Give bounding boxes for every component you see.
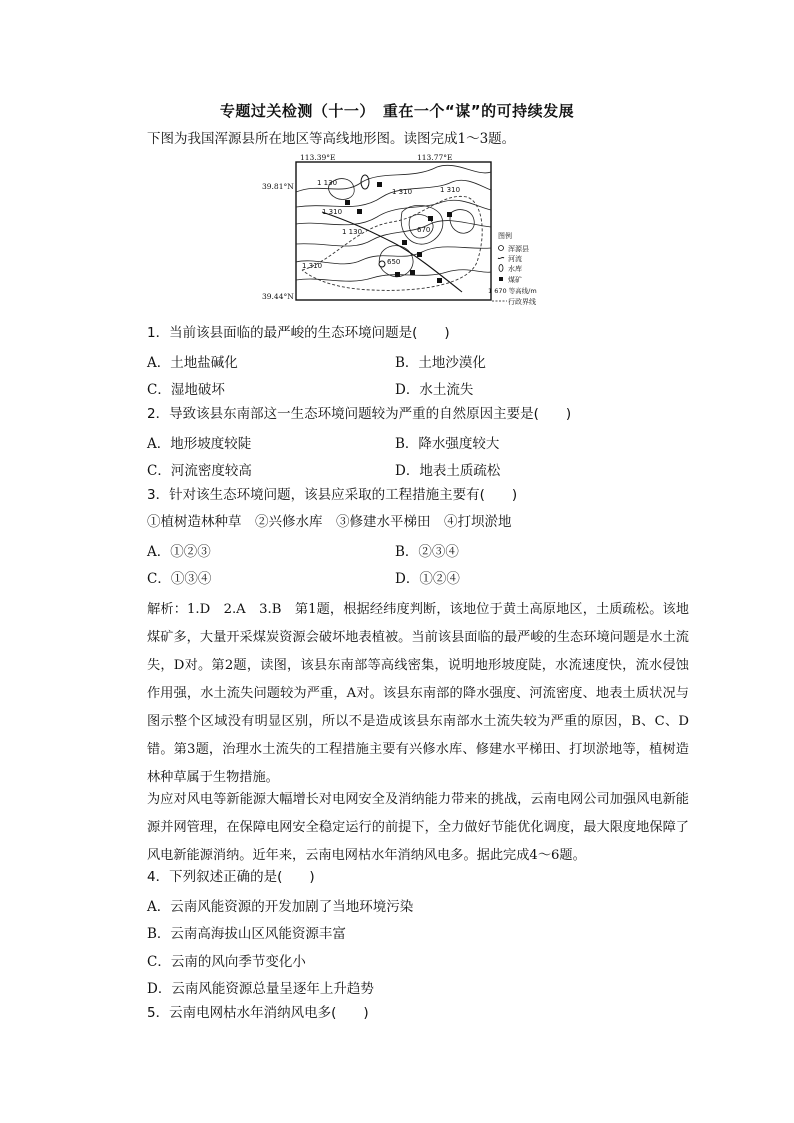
question-2-stem: 2．导致该县东南部这一生态环境问题较为严重的自然原因主要是( ) (147, 406, 572, 422)
latitude-top: 39.81°N (262, 182, 294, 191)
legend-river: 河流 (508, 255, 522, 263)
question-3-option-b: B．②③④ (395, 544, 459, 560)
question-4-option-d: D．云南风能资源总量呈逐年上升趋势 (147, 981, 374, 997)
intro-text: 下图为我国浑源县所在地区等高线地形图。读图完成1～3题。 (147, 131, 516, 147)
question-3-option-d: D．①②④ (395, 571, 460, 587)
question-4-stem: 4．下列叙述正确的是( ) (147, 869, 315, 885)
latitude-bottom: 39.44°N (262, 292, 294, 301)
answer-analysis (147, 596, 689, 792)
page-title: 专题过关检测（十一） 重在一个“谋”的可持续发展 (219, 102, 575, 120)
question-2-option-d: D．地表土质疏松 (395, 463, 501, 479)
question-2-option-a: A．地形坡度较陡 (147, 436, 252, 452)
contour-label: 1 130 (342, 228, 363, 236)
contour-label: 1 130 (317, 179, 338, 187)
analysis-text: 解析：1.D 2.A 3.B 第1题，根据经纬度判断，该地位于黄土高原地区，土质疏松。该地煤矿多，大量开采煤炭资源会破坏地表植被。当前该县面临的最严峻的生态环境问题是水土流失，D对。第2题，读图，该县东南部等高线密集，说明地形坡度陡，水流速度快，流水侵蚀作用强，水土流失问题较为严重，A对。该县东南部的降水强度、河流密度、地表土质状况与图示整个区域没有明显区别，所以不是造成该县东南部水土流失较为严重的原因，B、C、D错。第3题，治理水土流失的工程措施主要有兴修水库、修建水平梯田、打坝淤地等，植树造林种草属于生物措施。 (147, 602, 689, 785)
passage-text: 为应对风电等新能源大幅增长对电网安全及消纳能力带来的挑战，云南电网公司加强风电新能源并网管理，在保障电网安全稳定运行的前提下，全力做好节能优化调度，最大限度地保障了风电新能源消纳。近年来，云南电网枯水年消纳风电多。据此完成4～6题。 (147, 792, 689, 863)
question-1-option-b: B．土地沙漠化 (395, 355, 486, 371)
question-2-option-b: B．降水强度较大 (395, 436, 500, 452)
legend-boundary: 行政界线 (508, 298, 536, 306)
contour-label: 1 310 (440, 186, 461, 194)
legend-title: 图例 (498, 232, 512, 240)
question-3-option-c: C．①③④ (147, 571, 212, 587)
question-1-option-a: A．土地盐碱化 (147, 355, 238, 371)
question-1-option-c: C．湿地破坏 (147, 382, 225, 398)
question-1-stem: 1．当前该县面临的最严峻的生态环境问题是( ) (147, 325, 450, 341)
longitude-right: 113.77°E (417, 153, 453, 162)
legend-contour: 1 670 等高线/m (488, 287, 537, 295)
longitude-left: 113.39°E (300, 153, 336, 162)
question-3-choices: ①植树造林种草 ②兴修水库 ③修建水平梯田 ④打坝淤地 (147, 514, 512, 530)
question-5-stem: 5．云南电网枯水年消纳风电多( ) (147, 1005, 369, 1021)
contour-label: 1 310 (392, 188, 413, 196)
question-4-option-b: B．云南高海拔山区风能资源丰富 (147, 926, 346, 942)
reading-passage (147, 786, 689, 870)
legend-county: 浑源县 (508, 245, 529, 253)
question-4-option-c: C．云南的风向季节变化小 (147, 954, 306, 970)
contour-label: 650 (387, 258, 401, 266)
contour-label: 1 310 (322, 208, 343, 216)
contour-map (262, 152, 537, 307)
legend-coal: 煤矿 (508, 276, 522, 284)
contour-label: 1 310 (302, 262, 323, 270)
question-4-option-a: A．云南风能资源的开发加剧了当地环境污染 (147, 899, 414, 915)
legend-reservoir: 水库 (508, 265, 522, 273)
question-3-option-a: A．①②③ (147, 544, 211, 560)
question-2-option-c: C．河流密度较高 (147, 463, 252, 479)
question-3-stem: 3．针对该生态环境问题，该县应采取的工程措施主要有( ) (147, 487, 518, 503)
question-1-option-d: D．水土流失 (395, 382, 474, 398)
contour-label: 670 (417, 226, 431, 234)
